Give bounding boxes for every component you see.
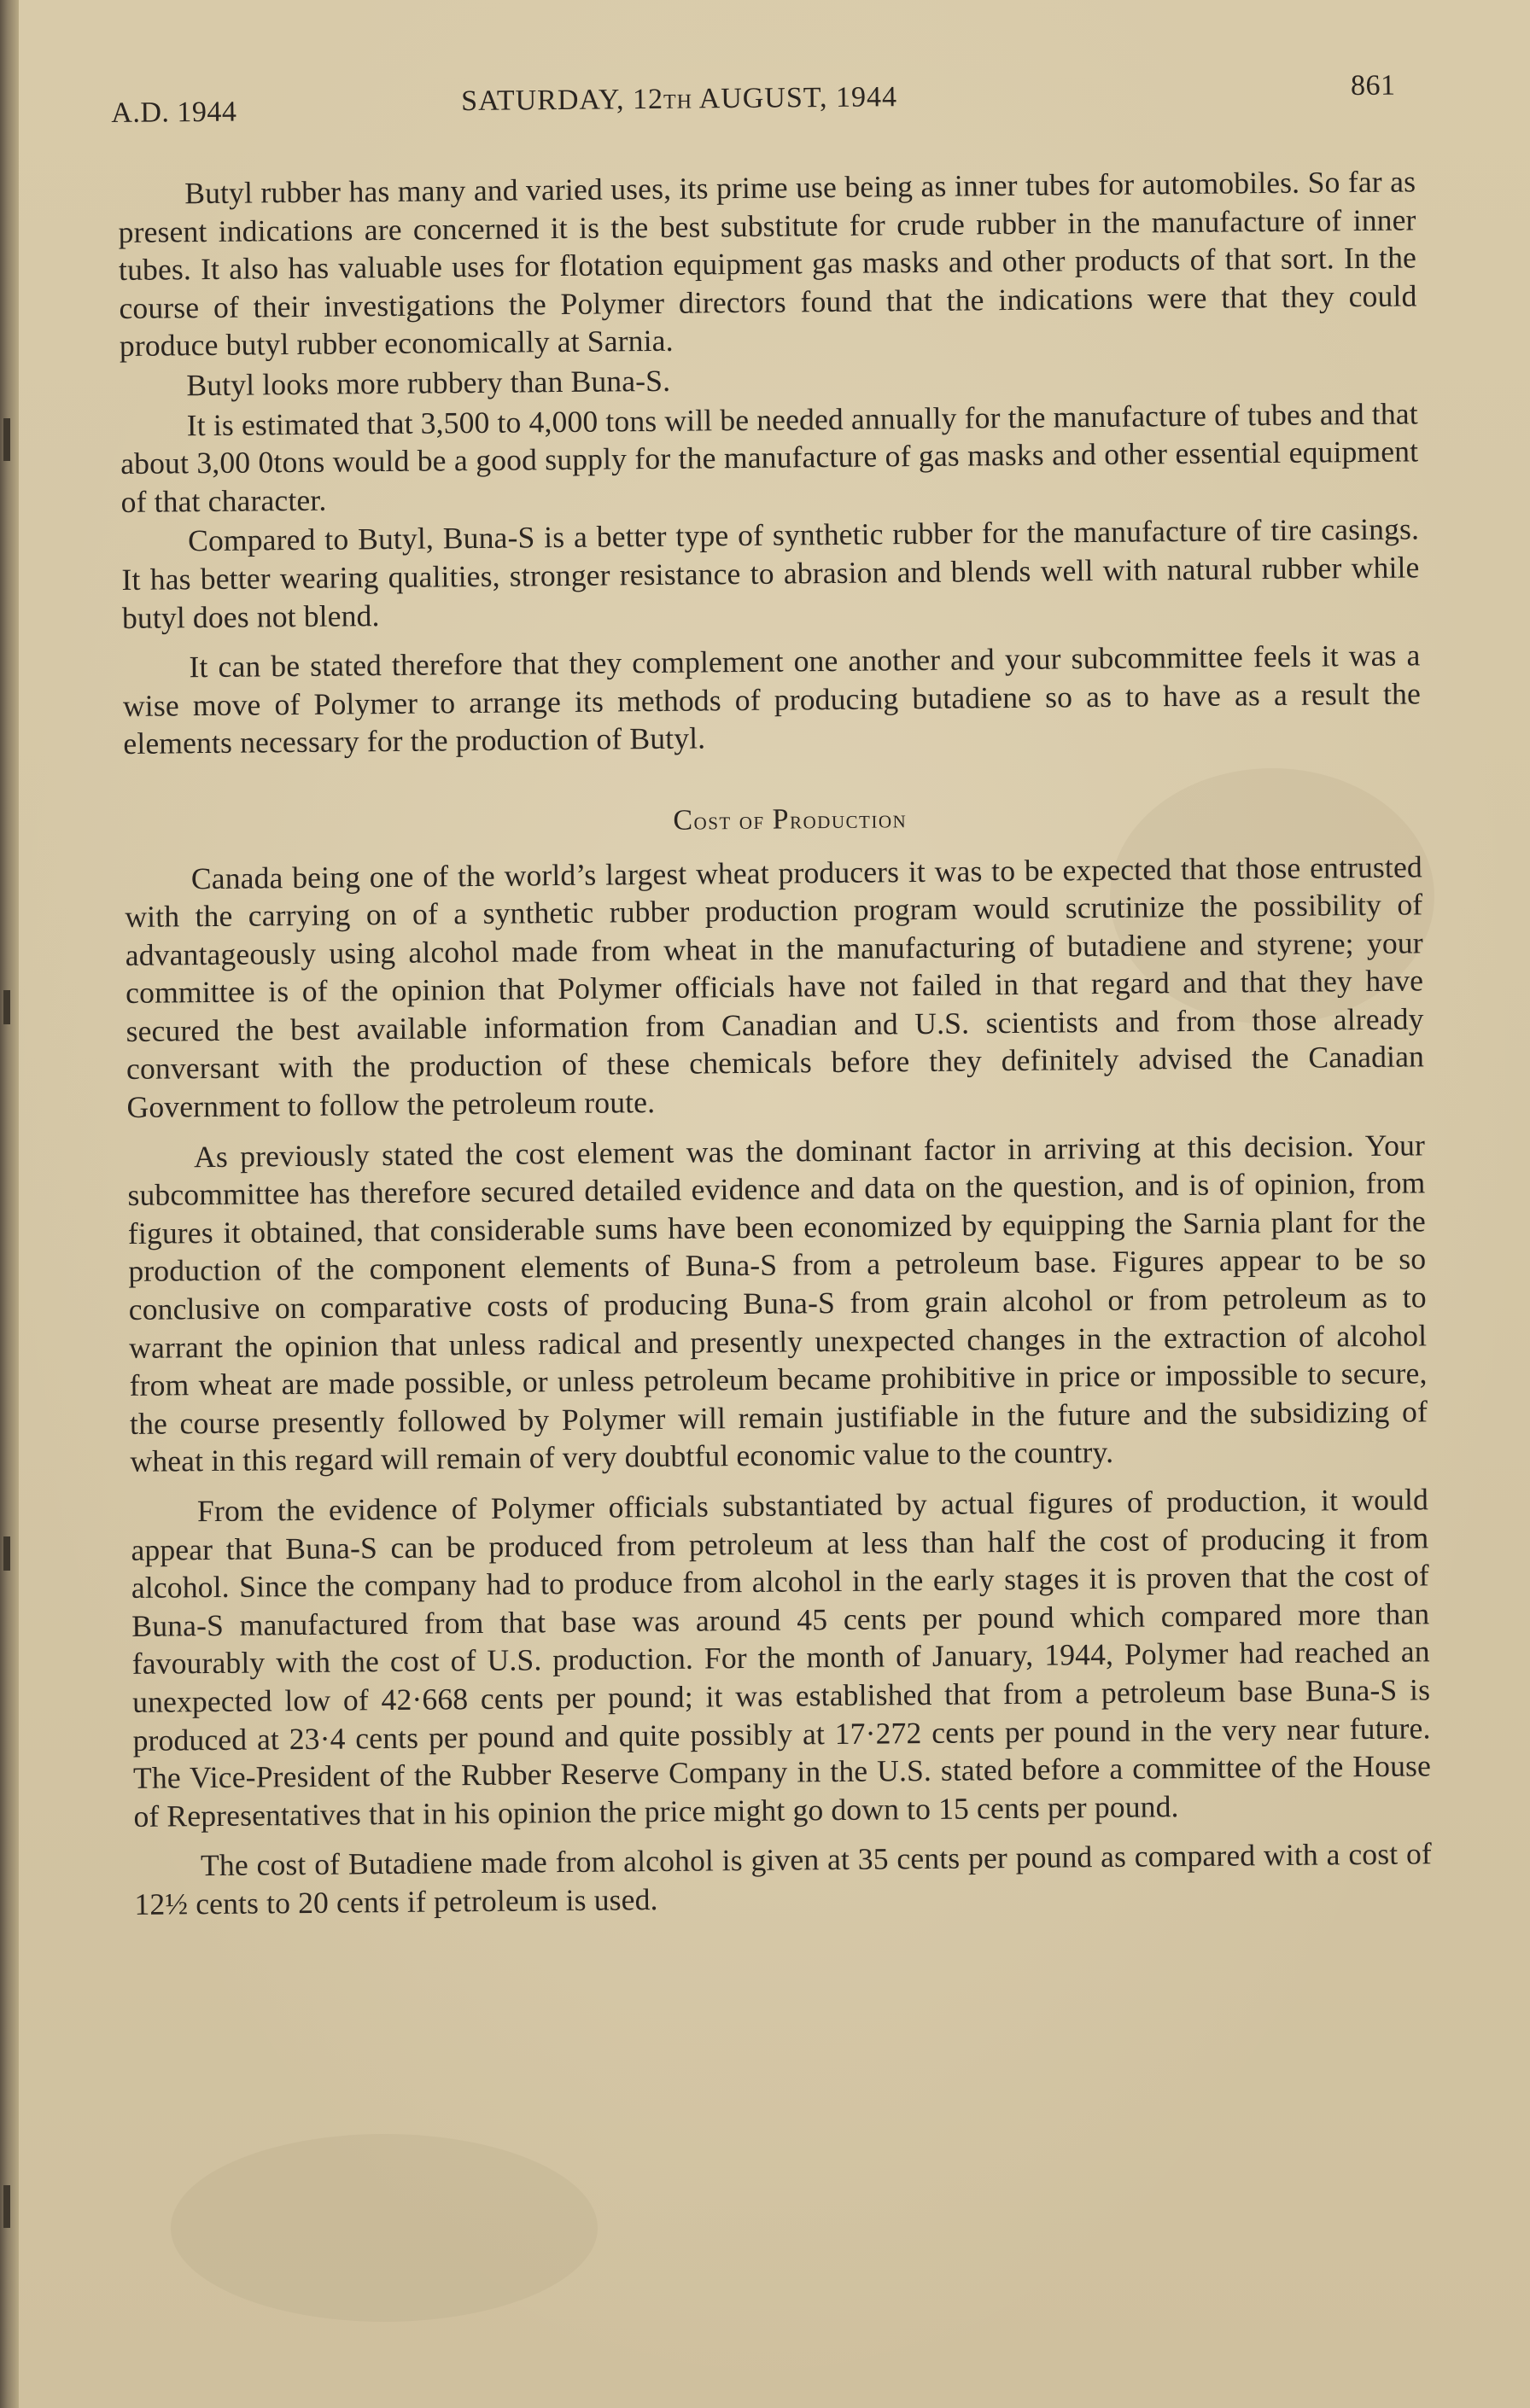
paragraph-butadiene-cost: The cost of Butadiene made from alcohol is given at 35 cents per pound as compared with a cost of 12½ cents to 20 cents if petroleum is used. [134,1836,1433,1921]
paragraph-butyl-uses: Butyl rubber has many and varied uses, its prime use being as inner tubes for automobiles. So far as present indications are concerned it is the best substitute for crude rubber in the manufacture of inner tubes. It also has valuable uses for flotation equipment gas masks and other products of that sort. In the course of their investigations the Polymer directors found that the indications were that they could produce butyl rubber economically at Sarnia. [118,164,1417,364]
heading-text: of [739,806,765,835]
page-number: 861 [1350,69,1396,102]
paragraph-butyl-looks: Butyl looks more rubbery than Buna-S. [186,363,671,403]
page-header [111,69,1401,137]
paragraph-wheat-alcohol: Canada being one of the world’s largest wheat producers it was to be expected that those entrusted with the carrying on of a synthetic rubber production program would scrutinize the possibility of advantageously using alcohol made from wheat in the manufacturing of butadiene and styrene; your committee is of the opinion that Polymer officials have not failed in that regard and that they have secured the best available information from Canadian and U.S. scientists and from those already conversant with the production of these chemicals before they definitely advised the Canadian Government to follow the petroleum route. [125,848,1425,1125]
page-binding-edge [0,0,19,2408]
paragraph-buna-comparison: Compared to Butyl, Buna-S is a better type of synthetic rubber for the manufacture of tire casings. It has better wearing qualities, stronger resistance to abrasion and blends well with natural rubber while butyl does not blend. [121,511,1420,635]
paper-stain [171,2134,598,2322]
paragraph-cost-element: As previously stated the cost element was the dominant factor in arriving at this decision. Your subcommittee has therefore secured detailed evidence and data on the question, and is of opinion, from figures it obtained, that considerable sums have been economized by equipping the Sarnia plant for the production of the component elements of Buna-S from a petroleum base. Figures appear to be so conclusive on comparative costs of producing Buna-S from grain alcohol or from petroleum as to warrant the opinion that unless radical and presently unexpected changes in the extraction of alcohol from wheat are made possible, or unless petroleum became prohibitive in price or impossible to secure, the course presently followed by Polymer will remain justifiable in the future and the subsidizing of wheat in this regard will remain of very doubtful economic value to the country. [127,1128,1428,1479]
page-body [118,162,1433,1925]
binding-mark [3,2185,10,2228]
header-date-suffix: TH [663,90,693,114]
binding-mark [3,418,10,461]
binding-mark [3,1536,10,1571]
header-date-prefix: SATURDAY, 12 [461,83,664,118]
heading-letter: P [772,803,791,836]
header-date [461,81,897,118]
paragraph-polymer-evidence: From the evidence of Polymer officials substantiated by actual figures of production, it would appear that Buna-S can be produced from petroleum at less than half the cost of producing it from alcohol. Since the company had to produce from alcohol in the early stages it is proven that the cost of Buna-S manufactured from that base was around 45 cents per pound which compared more than favourably with the cost of U.S. production. For the month of January, 1944, Polymer had reached an unexpected low of 42·668 cents per pound; it was established that from a petroleum base Buna-S is produced at 23·4 cents per pound and quite possibly at 17·272 cents per pound in the very near future. The Vice-President of the Rubber Reserve Company in the U.S. stated before a committee of the House of Representatives that in his opinion the price might go down to 15 cents per pound. [131,1482,1432,1834]
heading-text: ost [693,807,732,836]
heading-letter: C [673,804,694,837]
section-heading-cost-of-production [124,795,1422,846]
heading-text: roduction [789,805,908,835]
header-date-rest: AUGUST, 1944 [692,81,898,115]
header-year: A.D. 1944 [111,96,237,129]
paragraph-complement: It can be stated therefore that they complement one another and your subcommittee feels it was a wise move of Polymer to arrange its methods of producing butadiene so as to have as a result the elements necessary for the production of Butyl. [122,638,1422,761]
binding-mark [3,990,10,1024]
paragraph-tons-estimate: It is estimated that 3,500 to 4,000 tons will be needed annually for the manufacture of tubes and that about 3,00 0tons would be a good supply for the manufacture of gas masks and other essential equipment of that character. [120,395,1419,519]
